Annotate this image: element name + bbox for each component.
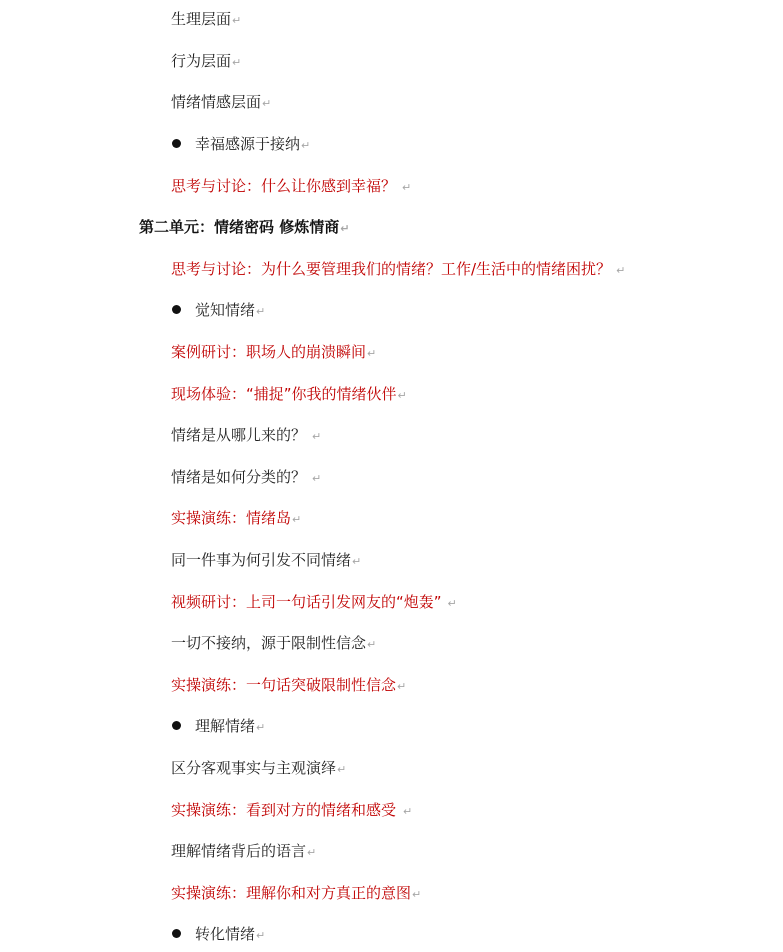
line-text: 案例研讨：职场人的崩溃瞬间: [171, 343, 367, 361]
line-emotion-level: [171, 92, 271, 112]
paragraph-mark-icon: ↵: [312, 472, 322, 485]
line-case-study-breakdown: [171, 342, 376, 362]
paragraph-mark-icon: ↵: [256, 305, 266, 318]
line-practice-emotion-island: [171, 508, 301, 528]
paragraph-mark-icon: ↵: [352, 555, 362, 568]
line-behavior-level: [171, 51, 241, 71]
bullet-understand-emotions: [172, 716, 265, 736]
line-where-emotions-come-from: [171, 425, 321, 445]
paragraph-mark-icon: ↵: [616, 264, 626, 277]
line-text: 视频研讨：上司一句话引发网友的“炮轰”: [171, 593, 442, 611]
line-text: 生理层面: [171, 10, 232, 28]
paragraph-mark-icon: ↵: [403, 805, 413, 818]
line-text: 情绪情感层面: [171, 93, 262, 111]
line-practice-true-intentions: [171, 883, 421, 903]
paragraph-mark-icon: ↵: [307, 846, 317, 859]
line-text: 理解情绪背后的语言: [171, 842, 307, 860]
paragraph-mark-icon: ↵: [256, 721, 266, 734]
line-text: 实操演练：情绪岛: [171, 509, 292, 527]
line-practice-see-others-feelings: [171, 800, 412, 820]
paragraph-mark-icon: ↵: [312, 430, 322, 443]
paragraph-mark-icon: ↵: [340, 222, 350, 235]
paragraph-mark-icon: ↵: [232, 14, 242, 27]
paragraph-mark-icon: ↵: [337, 763, 347, 776]
black-circle-bullet-icon: [172, 305, 181, 314]
black-circle-bullet-icon: [172, 721, 181, 730]
line-practice-break-limiting-beliefs: [171, 675, 406, 695]
paragraph-mark-icon: ↵: [232, 56, 242, 69]
paragraph-mark-icon: ↵: [301, 139, 311, 152]
line-text: 实操演练：理解你和对方真正的意图: [171, 884, 412, 902]
line-text: 一切不接纳，源于限制性信念: [171, 634, 367, 652]
line-discussion-happiness: [171, 176, 411, 196]
paragraph-mark-icon: ↵: [367, 638, 377, 651]
line-text: 理解情绪: [195, 717, 256, 735]
line-text: 转化情绪: [195, 925, 256, 943]
line-text: 同一件事为何引发不同情绪: [171, 551, 352, 569]
line-discussion-manage-emotions: [171, 259, 625, 279]
line-text: 情绪是如何分类的？: [171, 468, 307, 486]
line-physiological-level: [171, 9, 241, 29]
paragraph-mark-icon: ↵: [397, 389, 407, 402]
line-facts-vs-interpretation: [171, 758, 346, 778]
line-limiting-beliefs: [171, 633, 376, 653]
line-text: 觉知情绪: [195, 301, 256, 319]
line-emotion-classification: [171, 467, 321, 487]
line-text: 现场体验：“捕捉”你我的情绪伙伴: [171, 385, 397, 403]
line-text: 区分客观事实与主观演绎: [171, 759, 337, 777]
line-experience-capture-emotions: [171, 384, 407, 404]
paragraph-mark-icon: ↵: [256, 929, 266, 942]
paragraph-mark-icon: ↵: [397, 680, 407, 693]
line-text: 第二单元：情绪密码 修炼情商: [139, 218, 340, 236]
bullet-perceive-emotions: [172, 300, 265, 320]
line-same-event-different-emotions: [171, 550, 361, 570]
line-text: 幸福感源于接纳: [195, 135, 301, 153]
line-text: 实操演练：看到对方的情绪和感受: [171, 801, 397, 819]
line-text: 行为层面: [171, 52, 232, 70]
paragraph-mark-icon: ↵: [367, 347, 377, 360]
black-circle-bullet-icon: [172, 139, 181, 148]
line-text: 情绪是从哪儿来的？: [171, 426, 307, 444]
black-circle-bullet-icon: [172, 929, 181, 938]
line-text: 思考与讨论：为什么要管理我们的情绪？工作/生活中的情绪困扰？: [171, 260, 612, 278]
line-text: 实操演练：一句话突破限制性信念: [171, 676, 397, 694]
bullet-happiness-from-acceptance: [172, 134, 310, 154]
paragraph-mark-icon: ↵: [292, 513, 302, 526]
line-language-behind-emotions: [171, 841, 316, 861]
unit-two-heading: [139, 217, 349, 237]
bullet-transform-emotions: [172, 924, 265, 944]
paragraph-mark-icon: ↵: [447, 597, 457, 610]
paragraph-mark-icon: ↵: [412, 888, 422, 901]
line-text: 思考与讨论：什么让你感到幸福？: [171, 177, 397, 195]
paragraph-mark-icon: ↵: [402, 181, 412, 194]
paragraph-mark-icon: ↵: [262, 97, 272, 110]
line-video-study-boss-remark: [171, 592, 457, 612]
